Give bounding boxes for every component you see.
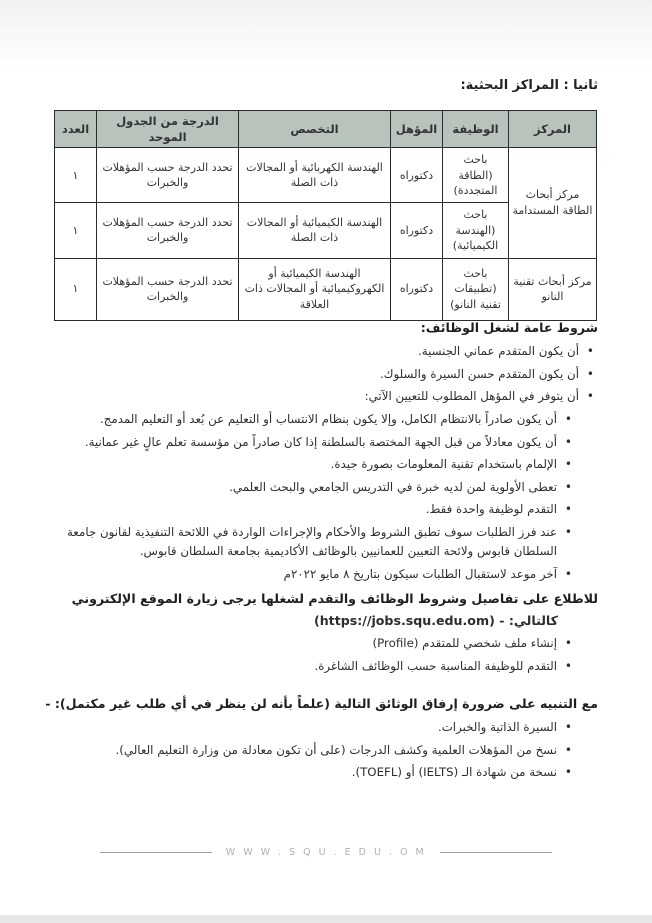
footer-rule-right [440,852,552,853]
application-steps-list [34,634,598,676]
positions-table [54,110,597,321]
jobs-website-url: (https://jobs.squ.edu.om) [313,613,495,629]
list-item: • أن يكون المتقدم عماني الجنسية. [34,342,594,361]
footer [0,847,652,858]
list-item: • أن يتوفر في المؤهل المطلوب للتعيين الآتي: [34,387,594,406]
specialization-cell: الهندسة الكهربائية أو المجالات ذات الصلة [239,148,391,203]
list-item: • أن يكون صادراً بالانتظام الكامل، وإلا يكون بنظام الانتساب أو التعليم عن بُعد أو التعليم المدمج. [34,410,572,429]
section-heading: ثانيا : المراكز البحثية: [460,78,598,93]
positions-table-wrap [54,110,597,321]
center-name-cell: مركز أبحاث تقنية النانو [509,258,597,320]
table-row [55,258,597,320]
list-item: • الإلمام باستخدام تقنية المعلومات بصورة جيدة. [34,455,572,474]
list-item: • تعطى الأولوية لمن لديه خبرة في التدريس الجامعي والبحث العلمي. [34,478,572,497]
application-info-section [34,589,598,679]
list-item: • أن يكون معادلاً من قبل الجهة المختصة بالسلطنة إذا كان صادراً من مؤسسة تعلم عالٍ غير عمانية. [34,433,572,452]
specialization-cell: الهندسة الكيميائية أو المجالات ذات الصلة [239,203,391,258]
table-header-row [55,111,597,148]
col-header-center: المركز [509,111,597,148]
list-item: • نسخ من المؤهلات العلمية وكشف الدرجات (على أن تكون معادلة من وزارة التعليم العالي). [34,741,572,760]
grade-cell: تحدد الدرجة حسب المؤهلات والخبرات [97,203,239,258]
general-conditions-list-level2 [34,410,598,584]
list-item: • نسخة من شهادة الـ (IELTS) أو (TOEFL). [34,763,572,782]
list-item: • إنشاء ملف شخصي للمتقدم (Profile) [34,634,572,653]
page-top-shade [0,0,652,72]
general-conditions-section [34,318,598,587]
list-item: • عند فرز الطلبات سوف تطبق الشروط والأحكام والإجراءات الواردة في اللائحة التنفيذية لقانون جامعة السلطان قابوس ولائحة التعيين للعمانيين بالوظائف الأكاديمية بجامعة السلطان قابوس. [34,523,572,561]
qualification-cell: دكتوراه [391,203,443,258]
col-header-specialization: التخصص [239,111,391,148]
required-documents-section [34,694,598,786]
required-documents-list [34,718,598,782]
footer-website-text: W W W . S Q U . E D U . O M [225,847,427,858]
list-item: • أن يكون المتقدم حسن السيرة والسلوك. [34,365,594,384]
list-item: • التقدم للوظيفة المناسبة حسب الوظائف الشاغرة. [34,657,572,676]
required-documents-heading: مع التنبيه على ضرورة إرفاق الوثائق التالية (علماً بأنه لن ينظر في أي طلب غير مكتمل): - [45,696,598,711]
application-info-heading: للاطلاع على تفاصيل وشروط الوظائف والتقدم لشغلها يرجى زيارة الموقع الإلكتروني [71,591,598,606]
position-cell: باحث (الهندسة الكيميائية) [443,203,509,258]
col-header-position: الوظيفة [443,111,509,148]
table-row [55,148,597,203]
count-cell: ١ [55,258,97,320]
count-cell: ١ [55,148,97,203]
center-name-cell: مركز أبحاث الطاقة المستدامة [509,148,597,258]
col-header-qualification: المؤهل [391,111,443,148]
footer-rule-left [100,852,212,853]
position-cell: باحث (الطاقة المتجددة) [443,148,509,203]
col-header-count: العدد [55,111,97,148]
page-bottom-edge [0,915,652,923]
count-cell: ١ [55,203,97,258]
grade-cell: تحدد الدرجة حسب المؤهلات والخبرات [97,148,239,203]
general-conditions-list-level1 [34,342,598,406]
grade-cell: تحدد الدرجة حسب المؤهلات والخبرات [97,258,239,320]
col-header-grade: الدرجة من الجدول الموحد [97,111,239,148]
application-info-heading-line2 [34,613,558,628]
list-item: • السيرة الذاتية والخبرات. [34,718,572,737]
list-item: • التقدم لوظيفة واحدة فقط. [34,500,572,519]
qualification-cell: دكتوراه [391,258,443,320]
application-katali-label: كالتالي: - [499,613,558,629]
list-item: • آخر موعد لاستقبال الطلبات سيكون بتاريخ ٨ مايو ٢٠٢٢م [34,565,572,584]
position-cell: باحث (تطبيقات تقنية النانو) [443,258,509,320]
qualification-cell: دكتوراه [391,148,443,203]
specialization-cell: الهندسة الكيميائية أو الكهروكيميائية أو المجالات ذات العلاقة [239,258,391,320]
general-conditions-heading: شروط عامة لشغل الوظائف: [420,320,598,335]
